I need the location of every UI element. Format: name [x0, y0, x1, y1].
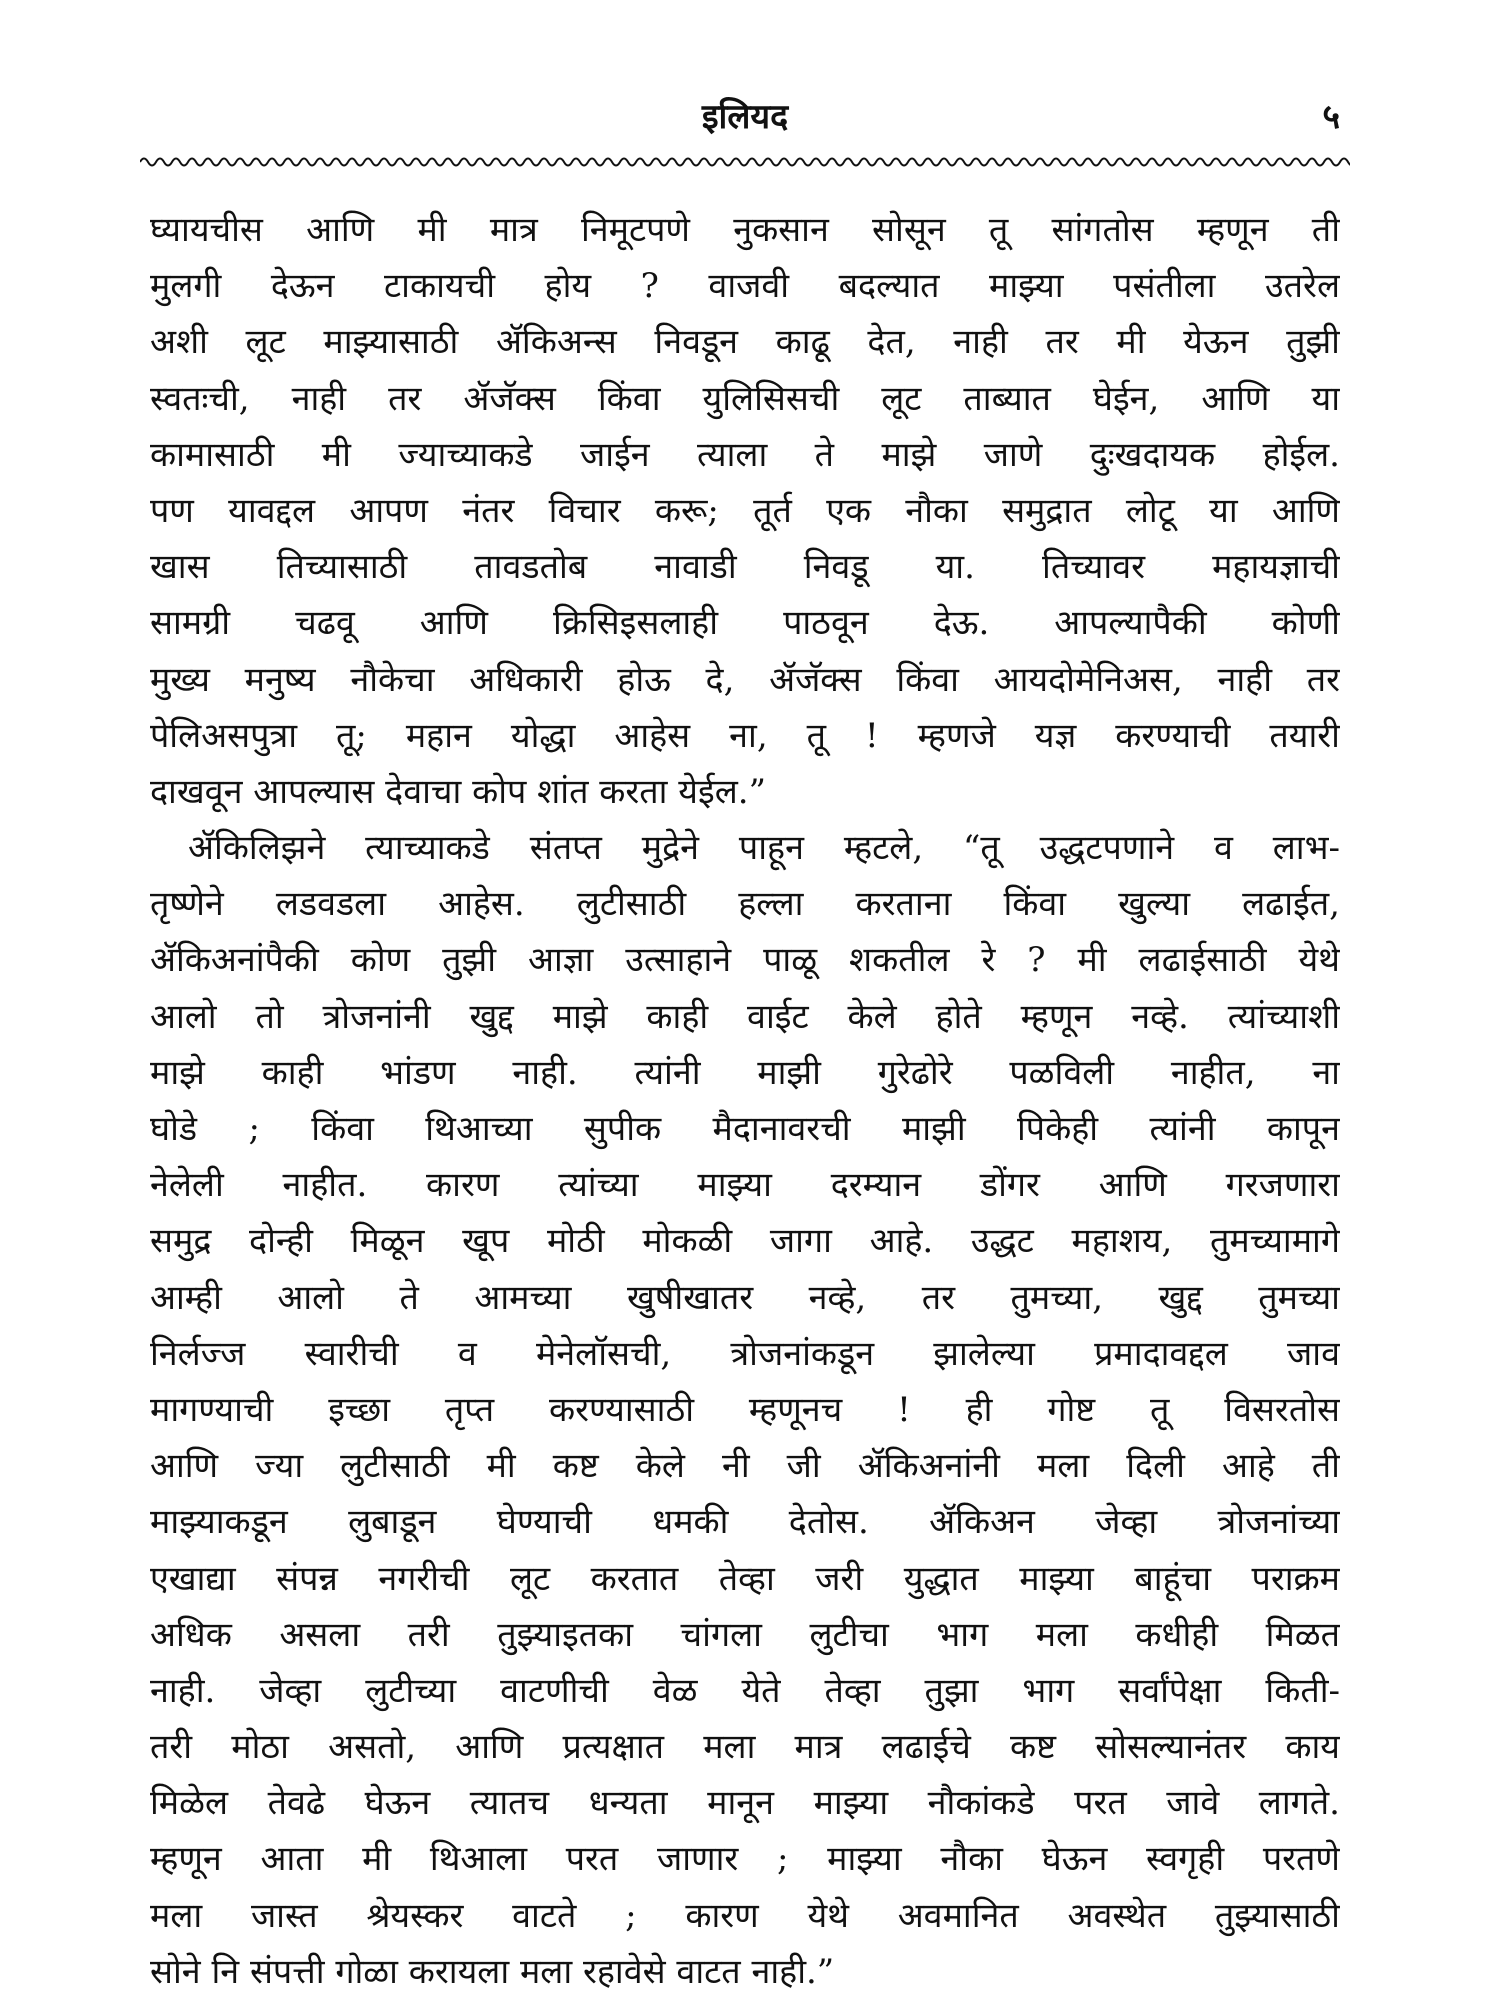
text-line: तृष्णेने लडवडला आहेस. लुटीसाठी हल्ला करताना किंवा खुल्या लढाईत, [150, 884, 1340, 925]
running-title: इलियद [701, 97, 789, 137]
text-line: घ्यायचीस आणि मी मात्र निमूटपणे नुकसान सोसून तू सांगतोस म्हणून ती [150, 210, 1340, 250]
paragraph-last-line: दाखवून आपल्यास देवाचा कोप शांत करता येईल.” [150, 771, 766, 812]
text-line: मुलगी देऊन टाकायची होय ? वाजवी बदल्यात माझ्या पसंतीला उतरेल [150, 266, 1340, 307]
text-line: एखाद्या संपन्न नगरीची लूट करतात तेव्हा जरी युद्धात माझ्या बाहूंचा पराक्रम [150, 1558, 1340, 1599]
page-number: ५ [1322, 97, 1340, 137]
text-line: सामग्री चढवू आणि क्रिसिइसलाही पाठवून देऊ. आपल्यापैकी कोणी [150, 603, 1340, 644]
text-line: मला जास्त श्रेयस्कर वाटते ; कारण येथे अवमानित अवस्थेत तुझ्यासाठी [150, 1895, 1340, 1936]
text-line: माझे काही भांडण नाही. त्यांनी माझी गुरेढोरे पळविली नाहीत, ना [150, 1052, 1340, 1093]
text-line: समुद्र दोन्ही मिळून खूप मोठी मोकळी जागा आहे. उद्धट महाशय, तुमच्यामागे [150, 1221, 1340, 1262]
text-line: ॲकिअनांपैकी कोण तुझी आज्ञा उत्साहाने पाळू शकतील रे ? मी लढाईसाठी येथे [150, 940, 1340, 981]
text-line: माझ्याकडून लुबाडून घेण्याची धमकी देतोस. ॲकिअन जेव्हा त्रोजनांच्या [150, 1502, 1340, 1543]
text-line: आणि ज्या लुटीसाठी मी कष्ट केले नी जी ॲकिअनांनी मला दिली आहे ती [150, 1446, 1340, 1487]
text-line: खास तिच्यासाठी तावडतोब नावाडी निवडू या. तिच्यावर महायज्ञाची [150, 547, 1340, 588]
text-line: म्हणून आता मी थिआला परत जाणार ; माझ्या नौका घेऊन स्वगृही परतणे [150, 1839, 1340, 1880]
text-line: कामासाठी मी ज्याच्याकडे जाईन त्याला ते माझे जाणे दुःखदायक होईल. [150, 434, 1340, 475]
text-line: आम्ही आलो ते आमच्या खुषीखातर नव्हे, तर तुमच्या, खुद्द तुमच्या [150, 1277, 1340, 1318]
paragraph-first-line: ॲकिलिझने त्याच्याकडे संतप्त मुद्रेने पाहून म्हटले, “तू उद्धटपणाने व लाभ- [188, 828, 1340, 869]
text-line: अधिक असला तरी तुझ्याइतका चांगला लुटीचा भाग मला कधीही मिळत [150, 1614, 1340, 1655]
text-line: नेलेली नाहीत. कारण त्यांच्या माझ्या दरम्यान डोंगर आणि गरजणारा [150, 1165, 1340, 1206]
text-line: मुख्य मनुष्य नौकेचा अधिकारी होऊ दे, ॲजॅक्स किंवा आयदोमेनिअस, नाही तर [150, 659, 1340, 700]
text-line: पेलिअसपुत्रा तू; महान योद्धा आहेस ना, तू ! म्हणजे यज्ञ करण्याची तयारी [150, 715, 1340, 756]
text-line: स्वतःची, नाही तर ॲजॅक्स किंवा युलिसिसची लूट ताब्यात घेईन, आणि या [150, 378, 1340, 419]
text-line: मागण्याची इच्छा तृप्त करण्यासाठी म्हणूनच ! ही गोष्ट तू विसरतोस [150, 1389, 1340, 1430]
page-header [150, 95, 1340, 155]
text-line: नाही. जेव्हा लुटीच्या वाटणीची वेळ येते तेव्हा तुझा भाग सर्वांपेक्षा किती- [150, 1670, 1340, 1711]
text-line: तरी मोठा असतो, आणि प्रत्यक्षात मला मात्र लढाईचे कष्ट सोसल्यानंतर काय [150, 1727, 1340, 1768]
text-line: आलो तो त्रोजनांनी खुद्द माझे काही वाईट केले होते म्हणून नव्हे. त्यांच्याशी [150, 996, 1340, 1037]
text-line: मिळेल तेवढे घेऊन त्यातच धन्यता मानून माझ्या नौकांकडे परत जावे लागते. [150, 1783, 1340, 1824]
text-line: पण यावद्दल आपण नंतर विचार करू; तूर्त एक नौका समुद्रात लोटू या आणि [150, 490, 1340, 531]
wavy-rule-ornament [140, 152, 1350, 172]
text-line: अशी लूट माझ्यासाठी ॲकिअन्स निवडून काढू देत, नाही तर मी येऊन तुझी [150, 322, 1340, 363]
paragraph-last-line: सोने नि संपत्ती गोळा करायला मला रहावेसे वाटत नाही.” [150, 1951, 835, 1992]
text-line: घोडे ; किंवा थिआच्या सुपीक मैदानावरची माझी पिकेही त्यांनी कापून [150, 1109, 1340, 1149]
text-line: निर्लज्ज स्वारीची व मेनेलॉसची, त्रोजनांकडून झालेल्या प्रमादावद्दल जाव [150, 1333, 1340, 1374]
body-text [150, 202, 1340, 1992]
